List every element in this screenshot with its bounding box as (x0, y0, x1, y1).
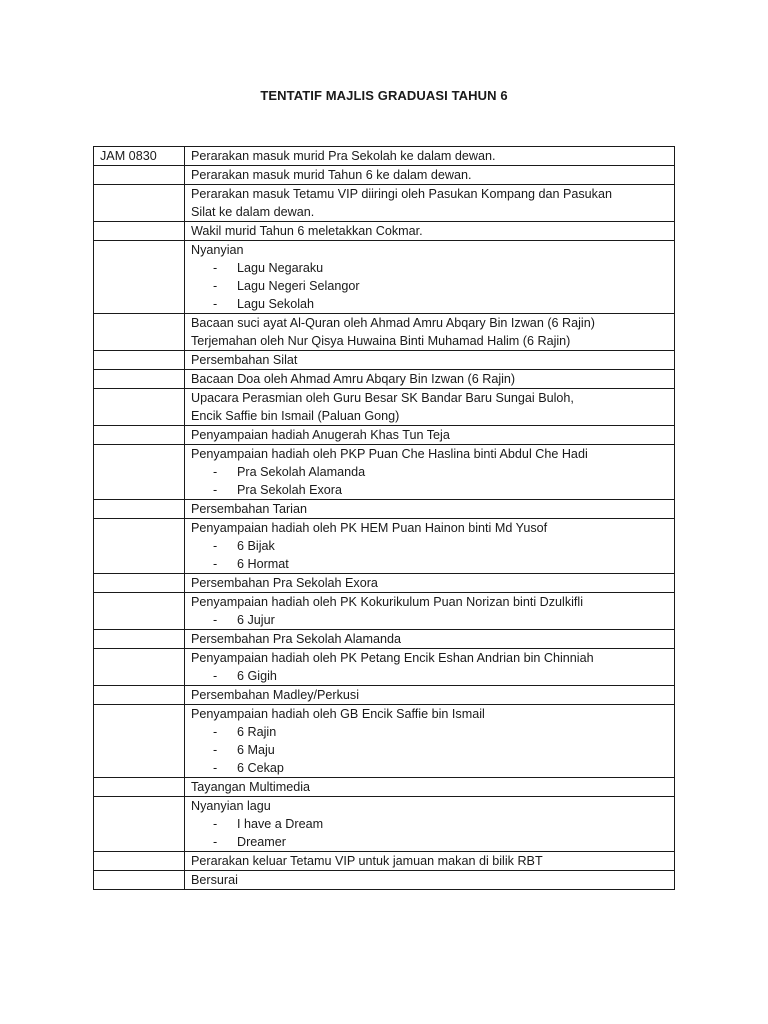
agenda-item-text: Persembahan Pra Sekolah Alamanda (191, 632, 402, 646)
agenda-row (94, 705, 675, 778)
agenda-description-cell (185, 871, 675, 890)
agenda-item-text: Persembahan Silat (191, 353, 298, 367)
agenda-time-cell (94, 574, 185, 593)
agenda-subitem-label: 6 Rajin (237, 725, 277, 739)
agenda-time-cell (94, 445, 185, 500)
agenda-item-text: Bacaan suci ayat Al-Quran oleh Ahmad Amru Abqary Bin Izwan (6 Rajin) (191, 316, 595, 330)
agenda-description-cell (185, 852, 675, 871)
agenda-description-cell (185, 519, 675, 574)
agenda-subitem (191, 555, 674, 573)
bullet-dash-icon: - (213, 761, 218, 775)
agenda-time-cell: JAM 0830 (94, 147, 185, 166)
agenda-subitem (191, 277, 674, 295)
agenda-description-cell (185, 686, 675, 705)
agenda-description-cell (185, 574, 675, 593)
bullet-dash-icon: - (213, 743, 218, 757)
agenda-row (94, 593, 675, 630)
agenda-row (94, 519, 675, 574)
agenda-description-cell (185, 314, 675, 351)
agenda-time-cell (94, 630, 185, 649)
agenda-item-text: Nyanyian (191, 243, 244, 257)
agenda-subitem-label: Pra Sekolah Exora (237, 483, 343, 497)
agenda-subitem-label: Pra Sekolah Alamanda (237, 465, 366, 479)
agenda-row (94, 222, 675, 241)
agenda-time-cell (94, 185, 185, 222)
agenda-subitem-label: 6 Maju (237, 743, 275, 757)
agenda-time-cell (94, 166, 185, 185)
agenda-table (93, 146, 675, 890)
agenda-row (94, 852, 675, 871)
bullet-dash-icon: - (213, 261, 218, 275)
bullet-dash-icon: - (213, 483, 218, 497)
agenda-item-text: Penyampaian hadiah oleh PKP Puan Che Haslina binti Abdul Che Hadi (191, 447, 588, 461)
agenda-description-cell (185, 185, 675, 222)
agenda-item-text: Penyampaian hadiah oleh PK Kokurikulum Puan Norizan binti Dzulkifli (191, 595, 584, 609)
bullet-dash-icon: - (213, 817, 218, 831)
agenda-item-text: Perarakan keluar Tetamu VIP untuk jamuan makan di bilik RBT (191, 854, 543, 868)
agenda-description-cell (185, 351, 675, 370)
agenda-description-cell (185, 630, 675, 649)
agenda-subitem-label: 6 Gigih (237, 669, 277, 683)
bullet-dash-icon: - (213, 669, 218, 683)
agenda-time-cell (94, 389, 185, 426)
agenda-description-cell (185, 593, 675, 630)
agenda-item-text: Penyampaian hadiah Anugerah Khas Tun Teja (191, 428, 450, 442)
agenda-subitem (191, 295, 674, 313)
agenda-time-cell (94, 778, 185, 797)
bullet-dash-icon: - (213, 557, 218, 571)
agenda-description-cell (185, 649, 675, 686)
agenda-time-cell (94, 351, 185, 370)
agenda-subitem (191, 815, 674, 833)
agenda-row (94, 630, 675, 649)
agenda-row (94, 445, 675, 500)
agenda-row (94, 185, 675, 222)
agenda-subitem-label: 6 Hormat (237, 557, 289, 571)
agenda-item-text: Perarakan masuk murid Tahun 6 ke dalam dewan. (191, 168, 472, 182)
agenda-description-cell (185, 797, 675, 852)
agenda-time-cell (94, 370, 185, 389)
agenda-time-cell (94, 241, 185, 314)
agenda-subitem (191, 463, 674, 481)
agenda-subitem-label: Lagu Sekolah (237, 297, 315, 311)
agenda-time-cell (94, 314, 185, 351)
agenda-item-text: Penyampaian hadiah oleh GB Encik Saffie bin Ismail (191, 707, 485, 721)
agenda-description-cell (185, 778, 675, 797)
agenda-item-text: Perarakan masuk Tetamu VIP diiringi oleh Pasukan Kompang dan Pasukan (191, 187, 612, 201)
agenda-subitem (191, 667, 674, 685)
agenda-item-text: Bacaan Doa oleh Ahmad Amru Abqary Bin Izwan (6 Rajin) (191, 372, 516, 386)
agenda-item-text: Perarakan masuk murid Pra Sekolah ke dalam dewan. (191, 149, 496, 163)
agenda-item-text: Penyampaian hadiah oleh PK HEM Puan Hainon binti Md Yusof (191, 521, 548, 535)
agenda-time-cell (94, 649, 185, 686)
bullet-dash-icon: - (213, 279, 218, 293)
agenda-subitem-label: Lagu Negeri Selangor (237, 279, 360, 293)
agenda-time-cell (94, 593, 185, 630)
agenda-subitem-label: 6 Bijak (237, 539, 275, 553)
agenda-row (94, 370, 675, 389)
agenda-subitem-label: Lagu Negaraku (237, 261, 324, 275)
agenda-time-cell (94, 797, 185, 852)
agenda-item-text: Terjemahan oleh Nur Qisya Huwaina Binti Muhamad Halim (6 Rajin) (191, 334, 571, 348)
agenda-subitem (191, 259, 674, 277)
agenda-row (94, 426, 675, 445)
agenda-time-cell (94, 222, 185, 241)
agenda-item-text: Persembahan Pra Sekolah Exora (191, 576, 378, 590)
agenda-time-cell (94, 705, 185, 778)
agenda-description-cell (185, 222, 675, 241)
agenda-subitem-label: 6 Jujur (237, 613, 275, 627)
agenda-subitem (191, 611, 674, 629)
agenda-subitem (191, 481, 674, 499)
agenda-row (94, 389, 675, 426)
bullet-dash-icon: - (213, 725, 218, 739)
agenda-row (94, 574, 675, 593)
agenda-item-text: Nyanyian lagu (191, 799, 271, 813)
agenda-row (94, 241, 675, 314)
agenda-item-text: Upacara Perasmian oleh Guru Besar SK Bandar Baru Sungai Buloh, (191, 391, 574, 405)
agenda-description-cell (185, 426, 675, 445)
agenda-item-text: Tayangan Multimedia (191, 780, 311, 794)
agenda-time-cell (94, 500, 185, 519)
agenda-subitem (191, 741, 674, 759)
bullet-dash-icon: - (213, 835, 218, 849)
bullet-dash-icon: - (213, 465, 218, 479)
agenda-subitem (191, 723, 674, 741)
agenda-row (94, 778, 675, 797)
agenda-subitem (191, 833, 674, 851)
agenda-description-cell (185, 445, 675, 500)
bullet-dash-icon: - (213, 613, 218, 627)
agenda-description-cell (185, 705, 675, 778)
agenda-item-text: Silat ke dalam dewan. (191, 205, 315, 219)
agenda-item-text: Persembahan Madley/Perkusi (191, 688, 359, 702)
agenda-row (94, 686, 675, 705)
agenda-description-cell (185, 147, 675, 166)
agenda-subitem-label: Dreamer (237, 835, 286, 849)
agenda-table-body (94, 147, 675, 890)
agenda-description-cell (185, 370, 675, 389)
agenda-subitem-label: I have a Dream (237, 817, 324, 831)
agenda-row (94, 500, 675, 519)
agenda-description-cell (185, 500, 675, 519)
agenda-row (94, 649, 675, 686)
agenda-row (94, 147, 675, 166)
agenda-row (94, 351, 675, 370)
agenda-description-cell (185, 241, 675, 314)
agenda-time-cell (94, 519, 185, 574)
agenda-time-cell (94, 686, 185, 705)
agenda-item-text: Persembahan Tarian (191, 502, 307, 516)
bullet-dash-icon: - (213, 297, 218, 311)
document-title: TENTATIF MAJLIS GRADUASI TAHUN 6 (260, 88, 508, 103)
agenda-time-cell (94, 852, 185, 871)
agenda-time-cell (94, 871, 185, 890)
agenda-description-cell (185, 166, 675, 185)
agenda-row (94, 314, 675, 351)
agenda-item-text: Encik Saffie bin Ismail (Paluan Gong) (191, 409, 400, 423)
agenda-subitem (191, 537, 674, 555)
agenda-item-text: Bersurai (191, 873, 238, 887)
agenda-row (94, 871, 675, 890)
agenda-description-cell (185, 389, 675, 426)
bullet-dash-icon: - (213, 539, 218, 553)
agenda-time-cell (94, 426, 185, 445)
agenda-item-text: Wakil murid Tahun 6 meletakkan Cokmar. (191, 224, 423, 238)
agenda-row (94, 797, 675, 852)
agenda-subitem (191, 759, 674, 777)
agenda-item-text: Penyampaian hadiah oleh PK Petang Encik Eshan Andrian bin Chinniah (191, 651, 594, 665)
agenda-row (94, 166, 675, 185)
agenda-subitem-label: 6 Cekap (237, 761, 284, 775)
